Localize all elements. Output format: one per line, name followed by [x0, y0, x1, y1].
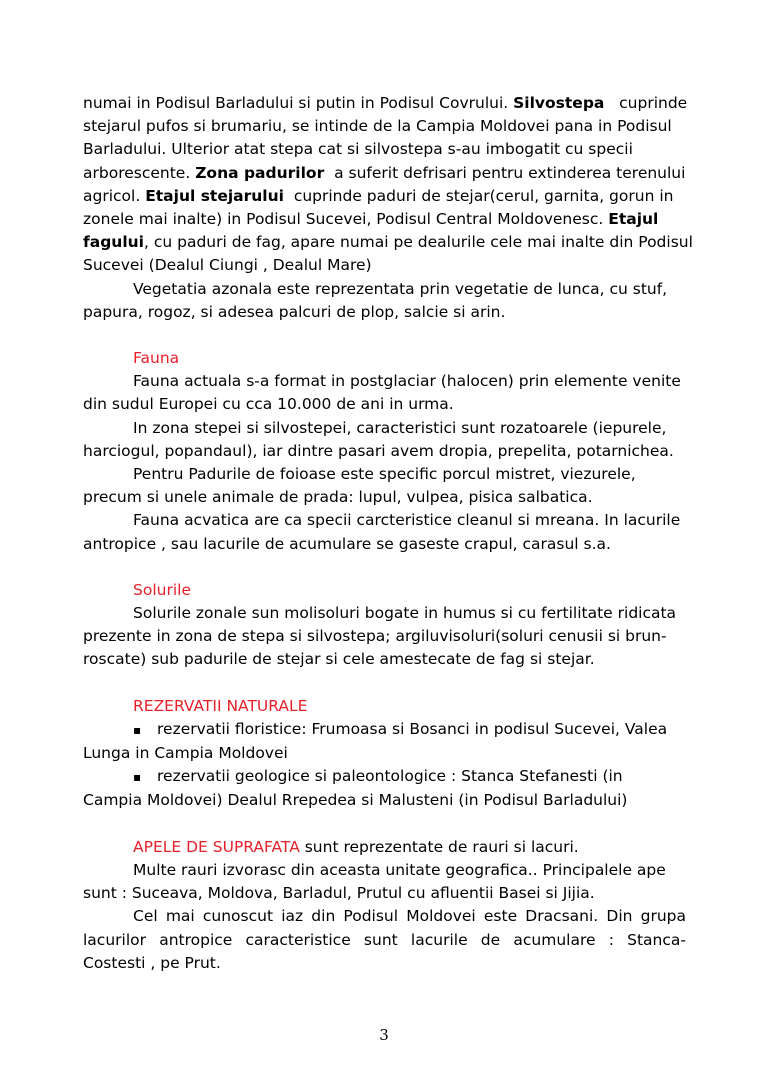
text-line: Sucevei (Dealul Ciungi , Dealul Mare) [83, 256, 372, 275]
text-line: roscate) sub padurile de stejar si cele amestecate de fag si stejar. [83, 650, 595, 669]
text-line [83, 208, 686, 231]
text-span: rezervatii geologice si paleontologice : Stanca Stefanesti (in [157, 767, 623, 786]
paragraph-vegetation-zones [83, 92, 693, 278]
text-line: In zona stepei si silvostepei, caracteristici sunt rozatoarele (iepurele, [133, 418, 667, 437]
text-span: numai in Podisul Barladului si putin in Podisul Covrului. [83, 94, 514, 112]
text-line [83, 162, 686, 185]
text-line: Fauna actuala s-a format in postglaciar (halocen) prin elemente venite [133, 372, 681, 391]
text-line: Multe rauri izvorasc din aceasta unitate geografica.. Principalele ape [133, 860, 666, 879]
text-span: a suferit defrisari pentru extinderea terenului [324, 163, 686, 182]
spacer [83, 672, 686, 695]
bullet-icon: ▪ [133, 770, 142, 785]
term-zona-padurilor: Zona padurilor [195, 163, 325, 182]
text-line: Vegetatia azonala este reprezentata prin vegetatie de lunca, cu stuf, [133, 279, 668, 298]
text-span: , cu paduri de fag, apare numai pe dealurile cele mai inalte din Podisul [144, 233, 693, 252]
text-line: Barladului. Ulterior atat stepa cat si silvostepa s-au imbogatit cu specii [83, 140, 633, 159]
page-number: 3 [379, 1026, 389, 1044]
term-silvostepa: Silvostepa [513, 94, 605, 112]
spacer [83, 556, 686, 579]
text-line: Solurile zonale sun molisoluri bogate in humus si cu fertilitate ridicata [133, 604, 677, 623]
text-line: Cel mai cunoscut iaz din Podisul Moldovei este Dracsani. Din grupa [133, 907, 686, 926]
text-line: antropice , sau lacurile de acumulare se gaseste crapul, carasul s.a. [83, 534, 611, 553]
text-span: rezervatii floristice: Frumoasa si Bosanci in podisul Sucevei, Valea [157, 719, 668, 738]
section-heading-rezervatii: REZERVATII NATURALE [133, 696, 308, 715]
section-ape [83, 836, 686, 975]
term-etajul-stejarului: Etajul stejarului [145, 186, 284, 205]
bullet-icon: ▪ [133, 722, 142, 737]
text-span: cuprinde paduri de stejar(cerul, garnita, gorun in [283, 186, 674, 205]
text-line [83, 92, 686, 115]
text-span: agricol. [83, 186, 146, 205]
spacer [83, 813, 686, 836]
text-line: din sudul Europei cu cca 10.000 de ani in urma. [83, 395, 454, 414]
section-heading-ape: APELE DE SUPRAFATA [133, 837, 300, 856]
text-line: precum si unele animale de prada: lupul, vulpea, pisica salbatica. [83, 488, 593, 507]
text-line: harciogul, popandaul), iar dintre pasari avem dropia, prepelita, potarnichea. [83, 441, 674, 460]
text-line [83, 231, 693, 254]
text-line: Fauna acvatica are ca specii carcteristice cleanul si mreana. In lacurile [133, 511, 681, 530]
section-heading-fauna: Fauna [133, 349, 180, 368]
text-line: prezente in zona de stepa si silvostepa; argiluvisoluri(soluri cenusii si brun- [83, 627, 667, 646]
section-heading-solurile: Solurile [133, 580, 191, 599]
text-span: arborescente. [83, 163, 196, 182]
text-line: sunt : Suceava, Moldova, Barladul, Prutul cu afluentii Basei si Jijia. [83, 884, 595, 903]
list-item [83, 718, 686, 742]
text-line: Lunga in Campia Moldovei [83, 744, 288, 763]
text-line [83, 836, 686, 859]
text-span: sunt reprezentate de rauri si lacuri. [299, 837, 579, 856]
text-line [83, 185, 686, 208]
section-fauna [83, 347, 686, 556]
term-etajul: Etajul [608, 210, 659, 229]
text-span: cuprinde [604, 94, 688, 112]
text-line: Pentru Padurile de foioase este specific porcul mistret, viezurele, [133, 465, 636, 484]
paragraph-azonal-vegetation [83, 278, 686, 324]
text-line: Campia Moldovei) Dealul Rrepedea si Malusteni (in Podisul Barladului) [83, 791, 628, 810]
text-line: stejarul pufos si brumariu, se intinde de la Campia Moldovei pana in Podisul [83, 117, 672, 136]
spacer [83, 324, 686, 347]
text-line: papura, rogoz, si adesea palcuri de plop, salcie si arin. [83, 302, 506, 321]
text-line: lacurilor antropice caracteristice sunt lacurile de acumulare : Stanca- [83, 930, 686, 949]
section-solurile [83, 579, 686, 672]
section-rezervatii [83, 695, 686, 813]
list-item [83, 765, 686, 789]
text-span: zonele mai inalte) in Podisul Sucevei, Podisul Central Moldovenesc. [83, 210, 609, 229]
text-line: Costesti , pe Prut. [83, 953, 221, 972]
document-body [83, 92, 693, 975]
term-fagului: fagului [83, 233, 144, 252]
